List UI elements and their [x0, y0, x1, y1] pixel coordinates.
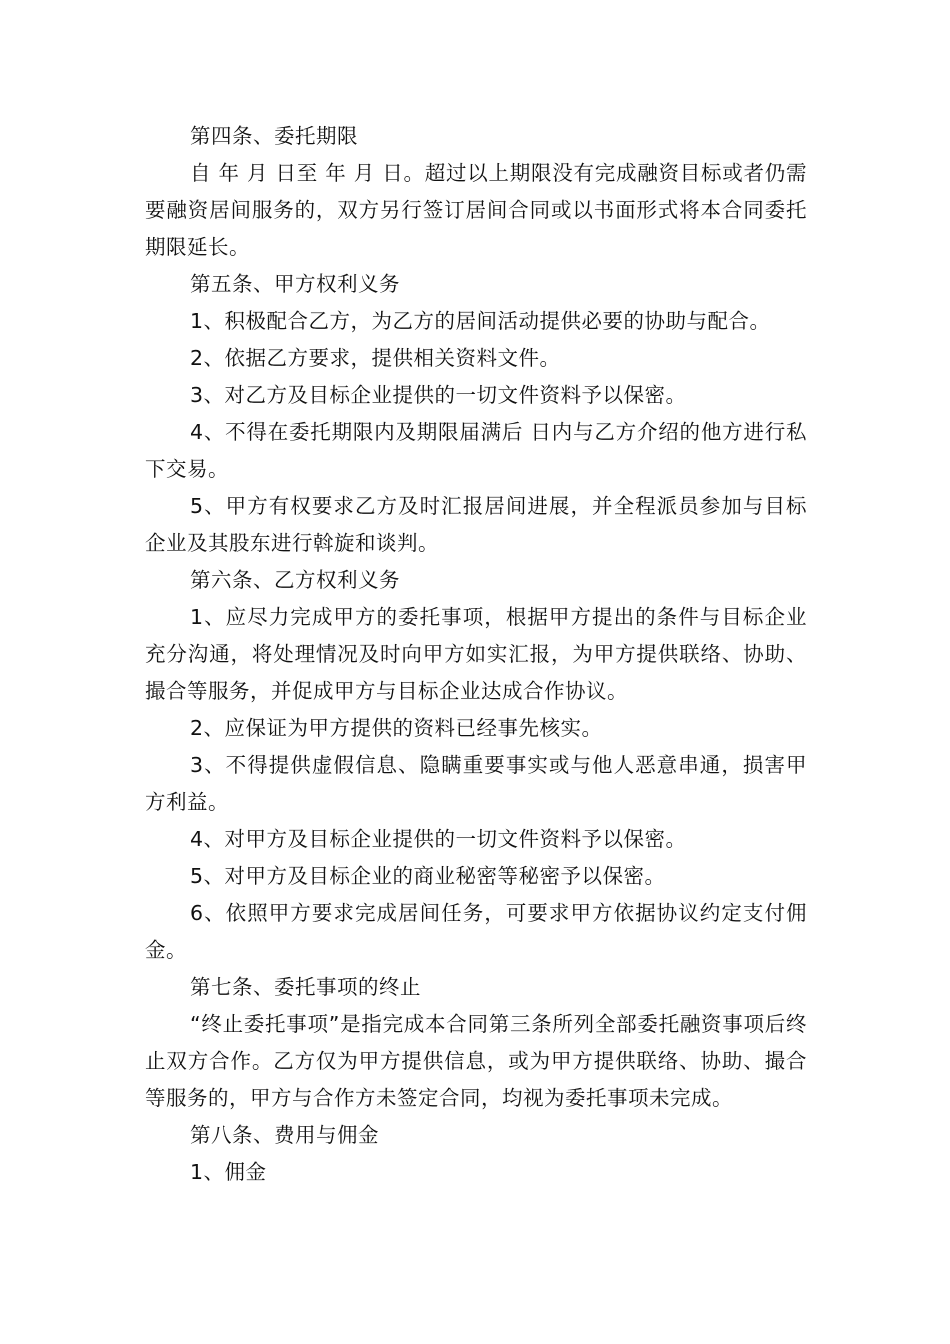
article-7-body: “终止委托事项”是指完成本合同第三条所列全部委托融资事项后终止双方合作。乙方仅为甲方提供信息，或为甲方提供联络、协助、撮合等服务的，甲方与合作方未签定合同，均视为委托事项未完成。 — [145, 1012, 807, 1110]
article-5-item-5: 5、甲方有权要求乙方及时汇报居间进展，并全程派员参加与目标企业及其股东进行斡旋和谈判。 — [145, 494, 807, 555]
article-6-item-2: 2、应保证为甲方提供的资料已经事先核实。 — [190, 716, 603, 740]
article-5-item-2: 2、依据乙方要求，提供相关资料文件。 — [190, 346, 561, 370]
article-5-item-4: 4、不得在委托期限内及期限届满后 日内与乙方介绍的他方进行私下交易。 — [145, 420, 807, 481]
article-6-item-3: 3、不得提供虚假信息、隐瞒重要事实或与他人恶意串通，损害甲方利益。 — [145, 753, 807, 814]
article-6-item-5: 5、对甲方及目标企业的商业秘密等秘密予以保密。 — [190, 864, 666, 888]
article-6-item-6: 6、依照甲方要求完成居间任务，可要求甲方依据协议约定支付佣金。 — [145, 901, 807, 962]
article-7-heading: 第七条、委托事项的终止 — [190, 975, 421, 999]
article-5-heading: 第五条、甲方权利义务 — [190, 272, 400, 296]
article-6-item-1: 1、应尽力完成甲方的委托事项，根据甲方提出的条件与目标企业充分沟通，将处理情况及时向甲方如实汇报，为甲方提供联络、协助、撮合等服务，并促成甲方与目标企业达成合作协议。 — [145, 605, 807, 703]
document-page — [145, 118, 807, 1191]
article-4-heading: 第四条、委托期限 — [190, 124, 358, 148]
article-8-item-1: 1、佣金 — [190, 1160, 267, 1184]
article-8-heading: 第八条、费用与佣金 — [190, 1123, 379, 1147]
article-6-heading: 第六条、乙方权利义务 — [190, 568, 400, 592]
article-4-body: 自 年 月 日至 年 月 日。超过以上期限没有完成融资目标或者仍需要融资居间服务的，双方另行签订居间合同或以书面形式将本合同委托期限延长。 — [145, 161, 807, 259]
article-5-item-1: 1、积极配合乙方，为乙方的居间活动提供必要的协助与配合。 — [190, 309, 771, 333]
article-5-item-3: 3、对乙方及目标企业提供的一切文件资料予以保密。 — [190, 383, 687, 407]
article-6-item-4: 4、对甲方及目标企业提供的一切文件资料予以保密。 — [190, 827, 687, 851]
